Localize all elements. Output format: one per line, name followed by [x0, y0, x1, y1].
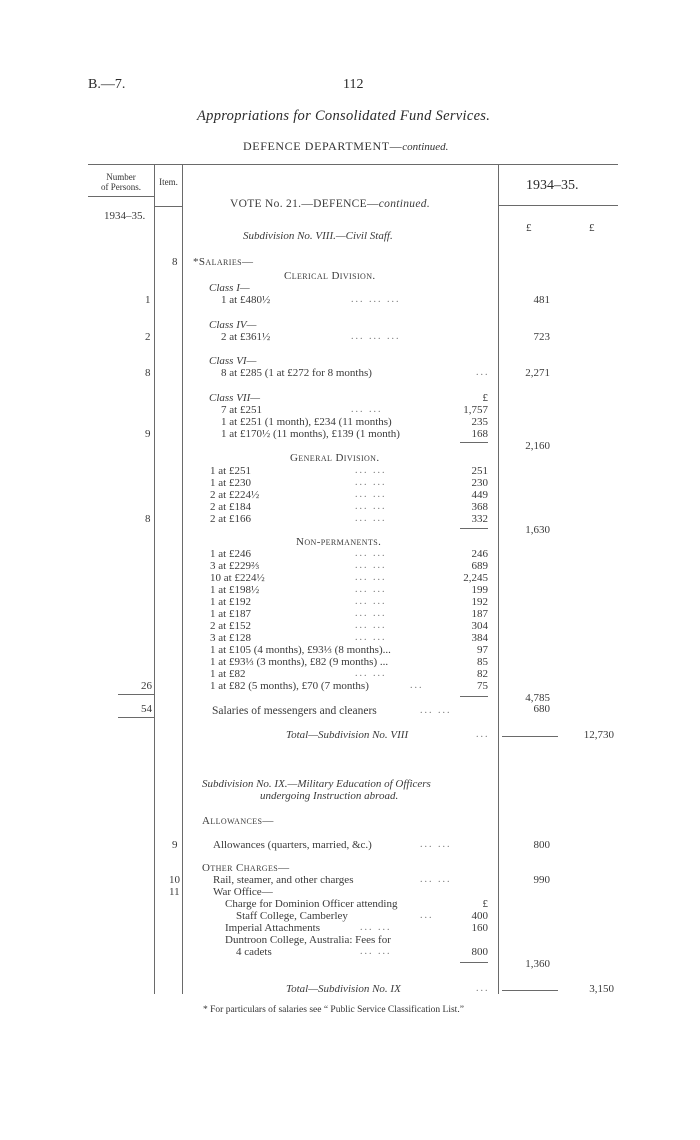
subtotal-rule — [460, 528, 488, 529]
class-i-persons: 1 — [145, 294, 151, 306]
leader-dots: ... — [420, 910, 434, 921]
leader-dots: ... ... — [360, 922, 392, 933]
leader-dots: ... — [476, 983, 490, 994]
leader-dots: ... ... — [355, 620, 387, 631]
general-value-2: 230 — [471, 477, 488, 489]
leader-dots: ... ... — [351, 404, 383, 415]
nonperm-value-1: 246 — [471, 548, 488, 560]
rule-details-amounts — [498, 164, 499, 994]
rule-item-details — [182, 164, 183, 994]
class-vi-line: 8 at £285 (1 at £272 for 8 months) — [221, 367, 372, 379]
amount-year-heading: 1934–35. — [526, 178, 579, 193]
class-vii-persons: 9 — [145, 428, 151, 440]
general-value-4: 368 — [471, 501, 488, 513]
leader-dots: ... ... — [355, 572, 387, 583]
persons-heading-line2: of Persons. — [101, 182, 141, 192]
year-head-rule — [498, 205, 618, 206]
other-charges-heading: Other Charges— — [202, 862, 290, 874]
leader-dots: ... ... — [355, 465, 387, 476]
class-iv-label: Class IV— — [209, 319, 257, 331]
war-office-pound: £ — [482, 898, 488, 910]
persons-year-heading: 1934–35. — [104, 210, 146, 222]
leader-dots: ... ... — [355, 560, 387, 571]
duntroon-value: 800 — [471, 946, 488, 958]
class-iv-persons: 2 — [145, 331, 151, 343]
charge-line-2: Staff College, Camberley — [236, 910, 348, 922]
leader-dots: ... ... ... — [351, 294, 401, 305]
department-continued: continued. — [402, 141, 449, 153]
class-vii-pound: £ — [482, 392, 488, 404]
class-vi-label: Class VI— — [209, 355, 257, 367]
total-rule — [502, 736, 558, 737]
class-i-line: 1 at £480½ — [221, 294, 271, 306]
nonperm-value-8: 384 — [471, 632, 488, 644]
leader-dots: ... ... — [360, 946, 392, 957]
class-vii-value-2: 235 — [471, 416, 488, 428]
salaries-item-number: 8 — [172, 256, 178, 268]
leader-dots: ... ... — [355, 501, 387, 512]
war-office-line: War Office— — [213, 886, 273, 898]
subtotal-rule — [460, 696, 488, 697]
persons-head-rule — [88, 196, 154, 197]
nonperm-value-4: 199 — [471, 584, 488, 596]
nonperm-value-6: 187 — [471, 608, 488, 620]
leader-dots: ... ... — [355, 668, 387, 679]
charge-line-1: Charge for Dominion Officer attending — [225, 898, 398, 910]
vote-heading — [230, 198, 430, 210]
department-heading — [243, 139, 448, 154]
nonperm-value-11: 82 — [477, 668, 488, 680]
subdivision-ix-total-amount: 3,150 — [589, 983, 614, 995]
general-division-heading: General Division. — [290, 452, 380, 464]
leader-dots: ... ... — [420, 705, 452, 716]
class-vii-value-1: 1,757 — [463, 404, 488, 416]
nonperm-value-5: 192 — [471, 596, 488, 608]
nonperm-amount: 4,785 — [525, 692, 550, 704]
subdivision-viii-total-label: Total—Subdivision No. VIII — [286, 729, 409, 741]
nonperm-line-10: 1 at £93⅓ (3 months), £82 (9 months) ... — [210, 656, 389, 668]
leader-dots: ... ... — [355, 584, 387, 595]
nonperm-line-4: 1 at £198½ — [210, 584, 260, 596]
class-iv-line: 2 at £361½ — [221, 331, 271, 343]
class-vii-line-1: 7 at £251 — [221, 404, 262, 416]
leader-dots: ... ... — [420, 839, 452, 850]
duntroon-line-2: 4 cadets — [236, 946, 272, 958]
class-vi-persons: 8 — [145, 367, 151, 379]
general-value-3: 449 — [471, 489, 488, 501]
war-office-item-number: 11 — [169, 886, 180, 898]
nonperm-value-7: 304 — [471, 620, 488, 632]
class-iv-amount: 723 — [533, 331, 550, 343]
general-persons: 8 — [145, 513, 151, 525]
class-vii-line-2: 1 at £251 (1 month), £234 (11 months) — [221, 416, 392, 428]
general-value-5: 332 — [471, 513, 488, 525]
pound-sign-column-2: £ — [589, 222, 595, 234]
nonperm-line-8: 3 at £128 — [210, 632, 251, 644]
subtotal-rule — [460, 442, 488, 443]
nonperm-line-5: 1 at £192 — [210, 596, 251, 608]
persons-total-rule — [118, 694, 154, 695]
nonperm-persons: 26 — [141, 680, 152, 692]
nonperm-line-6: 1 at £187 — [210, 608, 251, 620]
class-vii-value-3: 168 — [471, 428, 488, 440]
allowances-heading: Allowances— — [202, 815, 274, 827]
general-value-1: 251 — [471, 465, 488, 477]
subdivision-ix-title-line2: undergoing Instruction abroad. — [260, 790, 399, 802]
persons-column-heading — [90, 172, 152, 192]
salaries-heading: *Salaries— — [193, 256, 254, 268]
persons-total-rule — [118, 717, 154, 718]
class-i-amount: 481 — [533, 294, 550, 306]
nonperm-value-9: 97 — [477, 644, 488, 656]
general-line-4: 2 at £184 — [210, 501, 251, 513]
item-head-rule — [154, 206, 182, 207]
leader-dots: ... — [476, 367, 490, 378]
leader-dots: ... ... — [355, 477, 387, 488]
non-permanents-heading: Non-permanents. — [296, 536, 382, 548]
persons-heading-line1: Number — [106, 172, 136, 182]
nonperm-value-3: 2,245 — [463, 572, 488, 584]
general-line-3: 2 at £224½ — [210, 489, 260, 501]
leader-dots: ... ... — [355, 608, 387, 619]
allowances-item-number: 9 — [172, 839, 178, 851]
messengers-amount: 680 — [533, 703, 550, 715]
nonperm-line-2: 3 at £229⅔ — [210, 560, 260, 572]
document-reference: B.—7. — [88, 77, 126, 92]
messengers-line: Salaries of messengers and cleaners — [212, 705, 377, 717]
table-top-rule — [88, 164, 618, 165]
vote-title: VOTE No. 21.—DEFENCE— — [230, 198, 379, 210]
nonperm-value-12: 75 — [477, 680, 488, 692]
leader-dots: ... ... — [355, 513, 387, 524]
leader-dots: ... ... — [355, 632, 387, 643]
leader-dots: ... ... ... — [351, 331, 401, 342]
pound-sign-column-1: £ — [526, 222, 532, 234]
nonperm-value-10: 85 — [477, 656, 488, 668]
page-title: Appropriations for Consolidated Fund Services. — [197, 108, 491, 124]
nonperm-line-1: 1 at £246 — [210, 548, 251, 560]
leader-dots: ... ... — [355, 596, 387, 607]
general-line-1: 1 at £251 — [210, 465, 251, 477]
subdivision-ix-title-line1: Subdivision No. IX.—Military Education of Officers — [202, 778, 431, 790]
class-vii-label: Class VII— — [209, 392, 261, 404]
clerical-division-heading: Clerical Division. — [284, 270, 376, 282]
class-vi-amount: 2,271 — [525, 367, 550, 379]
page-number: 112 — [343, 77, 364, 92]
imperial-value: 160 — [471, 922, 488, 934]
general-line-5: 2 at £166 — [210, 513, 251, 525]
leader-dots: ... ... — [355, 489, 387, 500]
general-amount: 1,630 — [525, 524, 550, 536]
footnote: * For particulars of salaries see “ Public Service Classification List.” — [203, 1005, 464, 1015]
nonperm-line-3: 10 at £224½ — [210, 572, 265, 584]
class-vii-line-3: 1 at £170½ (11 months), £139 (1 month) — [221, 428, 400, 440]
nonperm-line-7: 2 at £152 — [210, 620, 251, 632]
rule-persons-item — [154, 164, 155, 994]
nonperm-line-11: 1 at £82 — [210, 668, 246, 680]
subdivision-viii-total-amount: 12,730 — [583, 729, 614, 741]
class-i-label: Class I— — [209, 282, 250, 294]
subdivision-ix-total-label: Total—Subdivision No. IX — [286, 983, 401, 995]
rail-line: Rail, steamer, and other charges — [213, 874, 354, 886]
class-vii-amount: 2,160 — [525, 440, 550, 452]
department-name: DEFENCE DEPARTMENT— — [243, 139, 403, 153]
allowances-amount: 800 — [533, 839, 550, 851]
general-line-2: 1 at £230 — [210, 477, 251, 489]
leader-dots: ... — [476, 729, 490, 740]
nonperm-line-12: 1 at £82 (5 months), £70 (7 months) — [210, 680, 369, 692]
total-rule — [502, 990, 558, 991]
vote-continued: continued. — [378, 198, 430, 210]
persons-total: 54 — [141, 703, 152, 715]
rail-amount: 990 — [533, 874, 550, 886]
rail-item-number: 10 — [169, 874, 180, 886]
leader-dots: ... — [410, 680, 424, 691]
nonperm-line-9: 1 at £105 (4 months), £93⅓ (8 months)... — [210, 644, 391, 656]
war-office-amount: 1,360 — [525, 958, 550, 970]
subtotal-rule — [460, 962, 488, 963]
duntroon-line-1: Duntroon College, Australia: Fees for — [225, 934, 391, 946]
imperial-line: Imperial Attachments — [225, 922, 320, 934]
leader-dots: ... ... — [420, 874, 452, 885]
allowances-line: Allowances (quarters, married, &c.) — [213, 839, 372, 851]
charge-value: 400 — [471, 910, 488, 922]
item-column-heading: Item. — [159, 177, 178, 187]
subdivision-viii-title: Subdivision No. VIII.—Civil Staff. — [243, 230, 393, 242]
leader-dots: ... ... — [355, 548, 387, 559]
nonperm-value-2: 689 — [471, 560, 488, 572]
